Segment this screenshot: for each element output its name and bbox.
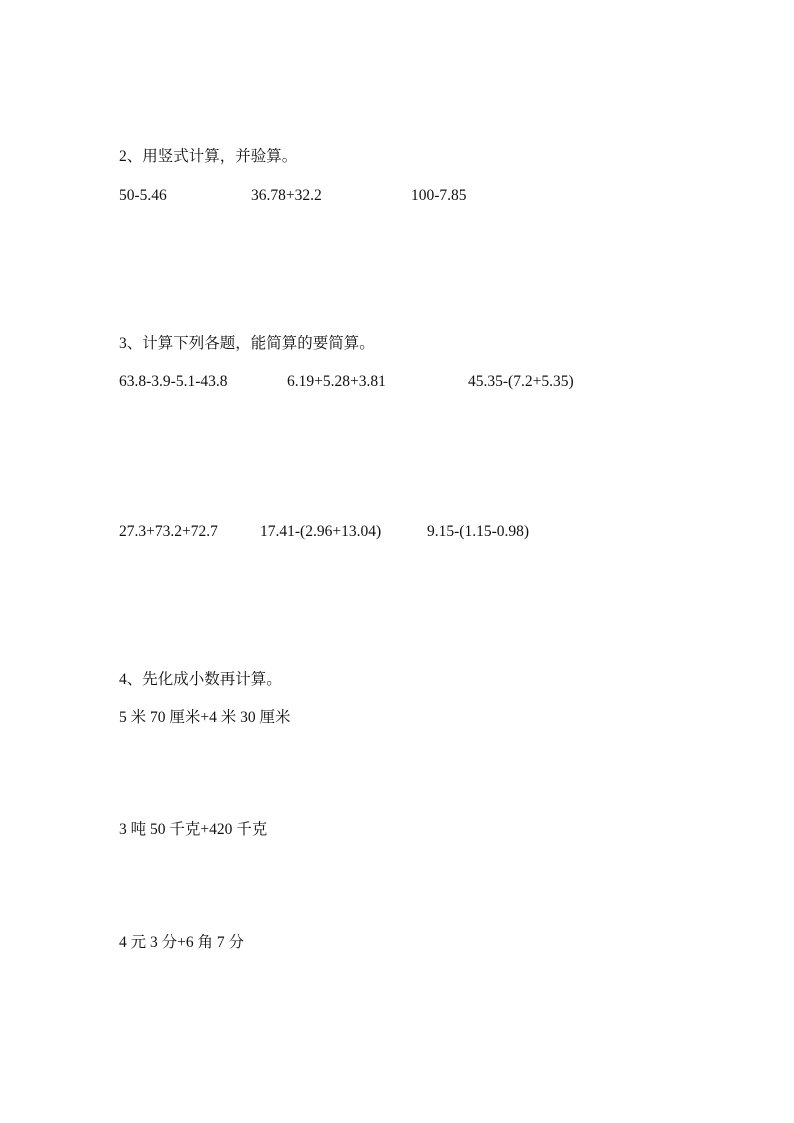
problem-3-5: 17.41-(2.96+13.04) xyxy=(260,523,382,540)
section3-heading: 3、计算下列各题，能简算的要简算。 xyxy=(119,335,375,352)
problem-3-6: 9.15-(1.15-0.98) xyxy=(427,523,530,540)
problem-2-2: 36.78+32.2 xyxy=(251,187,322,204)
problem-3-3: 45.35-(7.2+5.35) xyxy=(468,373,574,390)
section4-heading: 4、先化成小数再计算。 xyxy=(119,671,282,688)
problem-3-1: 63.8-3.9-5.1-43.8 xyxy=(119,373,228,390)
problem-3-4: 27.3+73.2+72.7 xyxy=(119,523,218,540)
section2-heading: 2、用竖式计算，并验算。 xyxy=(119,148,298,165)
problem-2-3: 100-7.85 xyxy=(411,187,467,204)
problem-3-2: 6.19+5.28+3.81 xyxy=(287,373,386,390)
problem-2-1: 50-5.46 xyxy=(119,187,167,204)
problem-4-1: 5 米 70 厘米+4 米 30 厘米 xyxy=(119,709,291,726)
problem-4-2: 3 吨 50 千克+420 千克 xyxy=(119,821,268,838)
problem-4-3: 4 元 3 分+6 角 7 分 xyxy=(119,934,244,951)
